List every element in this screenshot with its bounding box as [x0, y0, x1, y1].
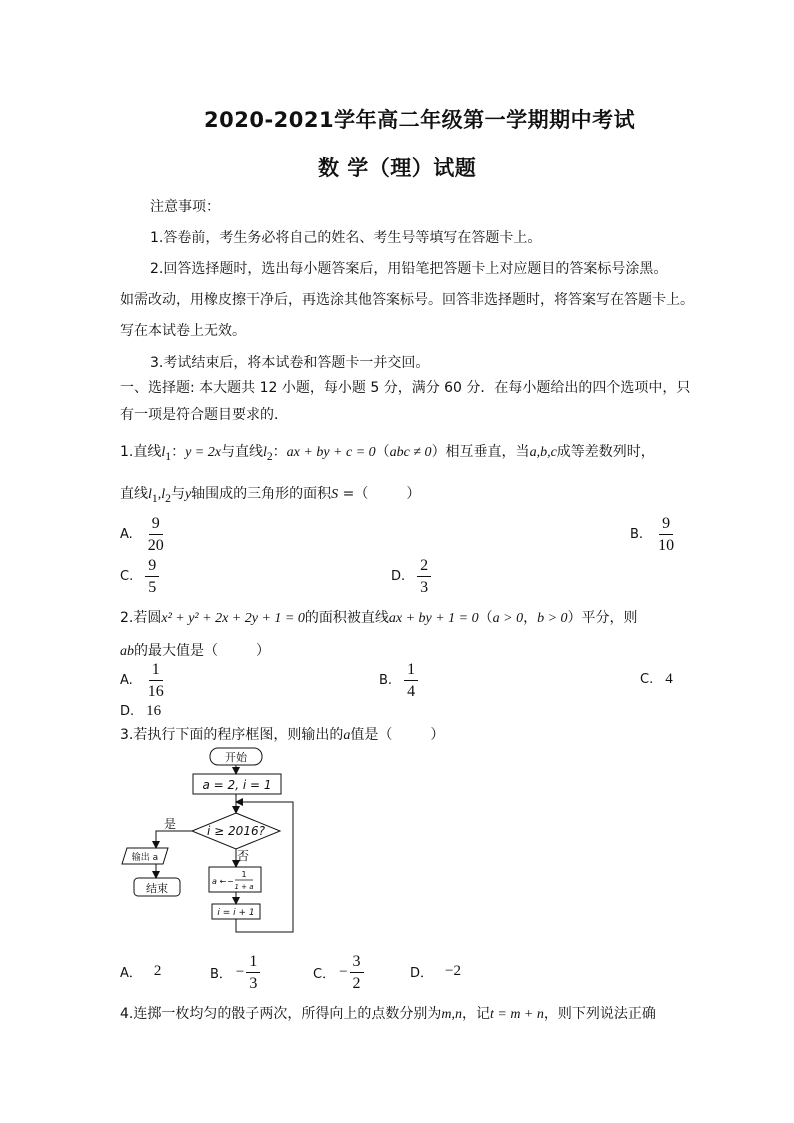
q1-option-a: A. $\frac{9}{20}$	[120, 514, 167, 555]
q3-option-a: A． 2	[120, 963, 162, 981]
q3-option-c: C． − $\frac{3}{2}$	[313, 952, 364, 993]
q1-option-d-fraction: $\frac{2}{3}$	[417, 556, 431, 597]
q3-option-b: B． − $\frac{1}{3}$	[210, 952, 260, 993]
notice-item-2-line-1: 2.回答选择题时，选出每小题答案后，用铅笔把答题卡上对应题目的答案标号涂黑。	[150, 261, 668, 277]
flow-no-label: 否	[236, 849, 250, 863]
flow-yes-label: 是	[163, 817, 177, 831]
program-flowchart	[118, 744, 298, 936]
question-3-stem: 3.若执行下面的程序框图，则输出的a值是（ ）	[120, 727, 445, 743]
notice-item-2-line-2: 如需改动，用橡皮擦干净后，再选涂其他答案标号。回答非选择题时，将答案写在答题卡上。	[120, 292, 694, 308]
flow-output-label: 输出 a	[131, 853, 159, 863]
q1-option-c-fraction: $\frac{9}{5}$	[145, 556, 159, 597]
question-2-line-1: 2.若圆x² + y² + 2x + 2y + 1 = 0的面积被直线ax + by + 1 = 0（a > 0，b > 0）平分，则	[120, 610, 638, 626]
q3-option-c-fraction: $\frac{3}{2}$	[350, 952, 364, 993]
question-1-line-2: 直线$l_1,l_2$与y轴围成的三角形的面积S =（ ）	[120, 486, 421, 505]
q2-option-b-fraction: $\frac{1}{4}$	[404, 660, 418, 701]
q1-option-c: C. $\frac{9}{5}$	[120, 556, 159, 597]
q1-option-d: D. $\frac{2}{3}$	[391, 556, 431, 597]
question-2-line-2: ab的最大值是（ ）	[120, 643, 270, 659]
notice-item-2-line-3: 写在本试卷上无效。	[120, 323, 246, 339]
notice-item-3: 3.考试结束后，将本试卷和答题卡一并交回。	[150, 355, 430, 371]
q3-option-d: D． −2	[410, 963, 461, 981]
question-1-line-1: 1.直线$l_1$：y = 2x与直线$l_2$：ax + by + c = 0（abc ≠ 0）相互垂直，当a,b,c成等差数列时，	[120, 444, 655, 463]
exam-subtitle: 数 学（理）试题	[318, 156, 477, 180]
q2-option-c: C. 4	[640, 671, 673, 687]
q2-option-a: A. $\frac{1}{16}$	[120, 660, 167, 701]
flow-increment-label: i = i + 1	[217, 908, 255, 918]
flow-condition-label: i ≥ 2016?	[207, 824, 265, 838]
flow-end-label: 结束	[146, 882, 168, 895]
q1-option-a-fraction: $\frac{9}{20}$	[147, 515, 164, 554]
flow-start-label: 开始	[225, 751, 247, 764]
q1-option-b: B. $\frac{9}{10}$	[630, 514, 677, 555]
notice-item-1: 1.答卷前，考生务必将自己的姓名、考生号等填写在答题卡上。	[150, 230, 542, 246]
exam-title: 2020-2021学年高二年级第一学期期中考试	[204, 108, 636, 132]
flow-init-label: a = 2, i = 1	[202, 778, 272, 792]
flow-assign-lhs: a ←	[212, 877, 227, 886]
q2-option-a-fraction: $\frac{1}{16}$	[147, 661, 164, 700]
section-heading-line-1: 一、选择题: 本大题共 12 小题，每小题 5 分，满分 60 分．在每小题给出的四个选项中，只	[120, 380, 691, 396]
q2-option-d: D. 16	[120, 703, 162, 719]
q2-option-b: B. $\frac{1}{4}$	[379, 660, 418, 701]
q3-option-b-fraction: $\frac{1}{3}$	[246, 952, 260, 993]
question-4-line-1: 4.连掷一枚均匀的骰子两次，所得向上的点数分别为m,n，记t = m + n，则下列说法正确	[120, 1006, 656, 1022]
notice-heading: 注意事项：	[150, 199, 220, 215]
flow-assign-denominator: 1 + a	[234, 883, 254, 891]
section-heading-line-2: 有一项是符合题目要求的．	[120, 407, 288, 423]
flow-assign-numerator: 1	[241, 870, 247, 879]
flow-assign-minus: −	[227, 877, 234, 886]
q1-option-b-fraction: $\frac{9}{10}$	[658, 515, 675, 554]
